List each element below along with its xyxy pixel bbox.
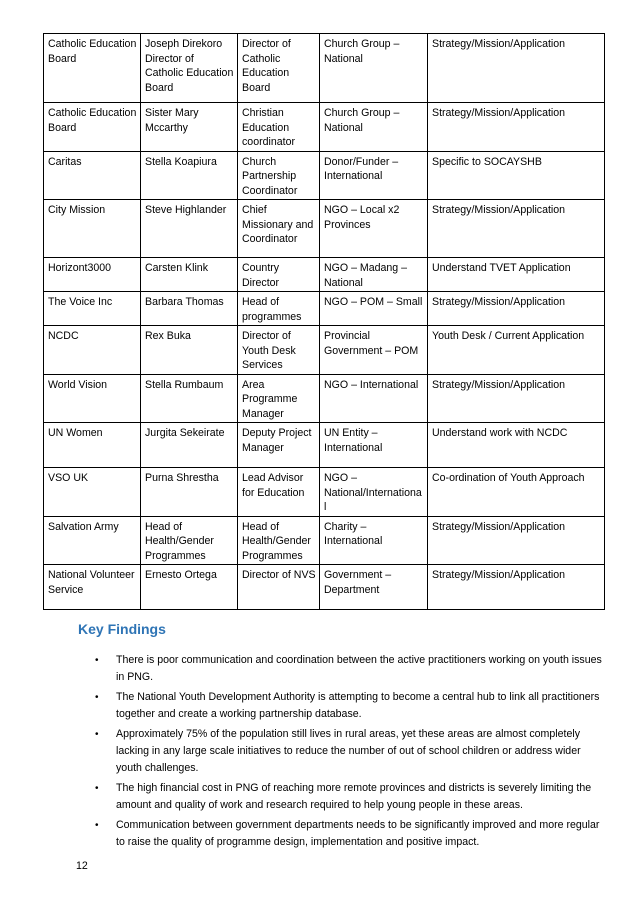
table-cell: Stella Koapiura [141, 151, 238, 200]
table-row [44, 468, 605, 517]
table-cell: Rex Buka [141, 326, 238, 375]
list-item [92, 726, 602, 778]
table-cell: Director of Catholic Education Board [238, 34, 320, 103]
table-cell: National Volunteer Service [44, 565, 141, 610]
table-cell: Sister Mary Mccarthy [141, 103, 238, 152]
table-row [44, 34, 605, 103]
table-cell: Strategy/Mission/Application [428, 565, 605, 610]
table-cell: Government – Department [320, 565, 428, 610]
table-cell: Chief Missionary and Coordinator [238, 200, 320, 258]
table-cell: Donor/Funder – International [320, 151, 428, 200]
table-cell: Director of Youth Desk Services [238, 326, 320, 375]
bullet-icon: • [95, 782, 99, 794]
table-cell: Church Group – National [320, 103, 428, 152]
bullet-icon: • [95, 728, 99, 740]
table-cell: Horizont3000 [44, 258, 141, 292]
table-cell: Area Programme Manager [238, 374, 320, 423]
table-cell: Church Group – National [320, 34, 428, 103]
list-item [92, 817, 602, 851]
table-cell: Church Partnership Coordinator [238, 151, 320, 200]
table-cell: Strategy/Mission/Application [428, 103, 605, 152]
table-cell: Stella Rumbaum [141, 374, 238, 423]
organisations-table [43, 33, 605, 610]
table-row [44, 103, 605, 152]
table-row [44, 423, 605, 468]
table-cell: Deputy Project Manager [238, 423, 320, 468]
key-findings-heading: Key Findings [78, 621, 166, 637]
table-cell: Catholic Education Board [44, 103, 141, 152]
table-row [44, 200, 605, 258]
table-row [44, 565, 605, 610]
table-cell: NGO – Local x2 Provinces [320, 200, 428, 258]
table-row [44, 374, 605, 423]
bullet-icon: • [95, 819, 99, 831]
finding-text: The National Youth Development Authority is attempting to become a central hub to link all practitioners together and create a working partnership database. [116, 690, 600, 721]
table-cell: NGO – Madang – National [320, 258, 428, 292]
table-cell: Co-ordination of Youth Approach [428, 468, 605, 517]
table-cell: Specific to SOCAYSHB [428, 151, 605, 200]
table-cell: Ernesto Ortega [141, 565, 238, 610]
table-cell: Provincial Government – POM [320, 326, 428, 375]
table-cell: VSO UK [44, 468, 141, 517]
table-row [44, 516, 605, 565]
finding-text: Approximately 75% of the population still lives in rural areas, yet these areas are almost completely lacking in any large scale initiatives to reduce the number of out of school children or address wider youth challenges. [116, 727, 581, 775]
table-cell: Understand TVET Application [428, 258, 605, 292]
table-cell: NGO – National/International [320, 468, 428, 517]
table-cell: Head of Health/Gender Programmes [141, 516, 238, 565]
table-cell: Strategy/Mission/Application [428, 200, 605, 258]
table-cell: Lead Advisor for Education [238, 468, 320, 517]
table-cell: Country Director [238, 258, 320, 292]
table-cell: NGO – POM – Small [320, 292, 428, 326]
table-cell: NCDC [44, 326, 141, 375]
table-cell: Catholic Education Board [44, 34, 141, 103]
list-item [92, 780, 602, 814]
organisations-table-body [44, 34, 605, 610]
key-findings-list [92, 652, 602, 854]
table-cell: Purna Shrestha [141, 468, 238, 517]
table-cell: World Vision [44, 374, 141, 423]
table-cell: Jurgita Sekeirate [141, 423, 238, 468]
table-cell: UN Entity – International [320, 423, 428, 468]
bullet-icon: • [95, 655, 99, 666]
list-item [92, 652, 602, 686]
table-cell: Caritas [44, 151, 141, 200]
table-cell: Youth Desk / Current Application [428, 326, 605, 375]
table-cell: Joseph Direkoro Director of Catholic Education Board [141, 34, 238, 103]
table-cell: Carsten Klink [141, 258, 238, 292]
table-row [44, 326, 605, 375]
table-cell: Director of NVS [238, 565, 320, 610]
table-cell: Christian Education coordinator [238, 103, 320, 152]
table-cell: Strategy/Mission/Application [428, 34, 605, 103]
list-item [92, 689, 602, 723]
table-cell: Head of Health/Gender Programmes [238, 516, 320, 565]
table-cell: NGO – International [320, 374, 428, 423]
table-cell: Salvation Army [44, 516, 141, 565]
table-cell: Strategy/Mission/Application [428, 374, 605, 423]
table-cell: Charity – International [320, 516, 428, 565]
table-cell: Strategy/Mission/Application [428, 516, 605, 565]
table-row [44, 292, 605, 326]
bullet-icon: • [95, 691, 99, 703]
table-cell: Understand work with NCDC [428, 423, 605, 468]
table-cell: City Mission [44, 200, 141, 258]
finding-text: Communication between government departments needs to be significantly improved and more regular to raise the quality of programme design, implementation and positive impact. [116, 818, 600, 849]
table-cell: Head of programmes [238, 292, 320, 326]
finding-text: The high financial cost in PNG of reaching more remote provinces and districts is severely limiting the amount and quality of work and research required to help young people in these areas. [116, 781, 592, 812]
table-row [44, 151, 605, 200]
table-cell: Steve Highlander [141, 200, 238, 258]
table-cell: The Voice Inc [44, 292, 141, 326]
table-cell: UN Women [44, 423, 141, 468]
table-cell: Barbara Thomas [141, 292, 238, 326]
page-number: 12 [76, 860, 88, 872]
finding-text: There is poor communication and coordination between the active practitioners working on youth issues in PNG. [116, 654, 602, 684]
table-row [44, 258, 605, 292]
table-cell: Strategy/Mission/Application [428, 292, 605, 326]
